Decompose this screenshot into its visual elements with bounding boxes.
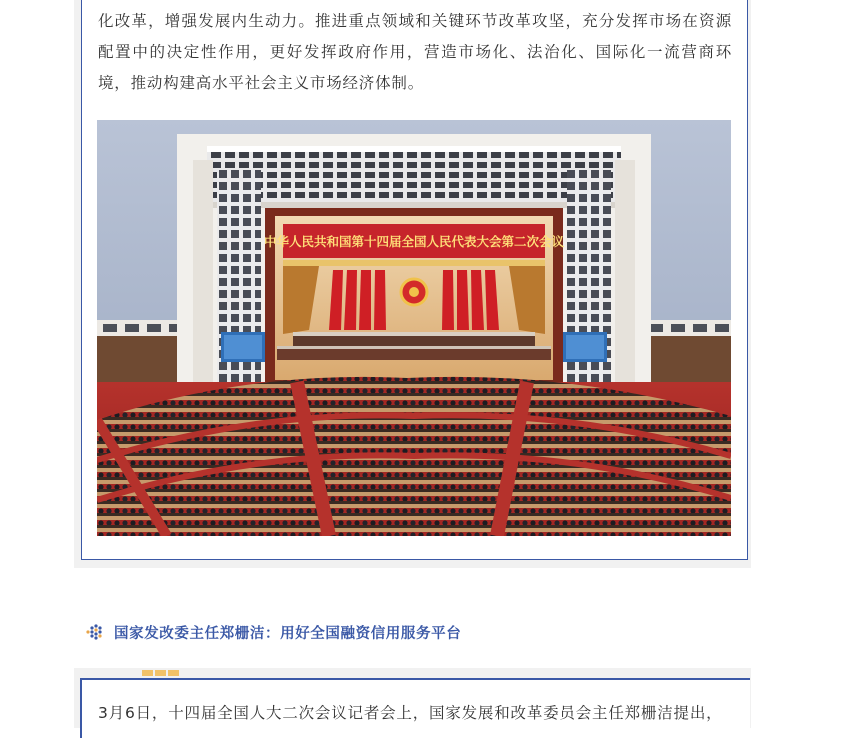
article-card: [81, 0, 748, 560]
section-heading-text: 国家发改委主任郑栅洁：用好全国融资信用服务平台: [114, 625, 462, 642]
banner-text: 中华人民共和国第十四届全国人民代表大会第二次会议: [263, 234, 565, 249]
section-heading: [84, 620, 461, 644]
article-paragraph: 化改革，增强发展内生动力。推进重点领域和关键环节改革攻坚，充分发挥市场在资源配置中的决定性作用，更好发挥政府作用，营造市场化、法治化、国际化一流营商环境，推动构建高水平社会主义市场经济体制。: [98, 12, 732, 92]
article-paragraph-2: 3月6日，十四届全国人大二次会议记者会上，国家发展和改革委员会主任郑栅洁提出，: [98, 704, 723, 722]
congress-hall-photo: [97, 120, 731, 536]
accent-bars: [142, 670, 179, 676]
dots-grid-icon: [84, 622, 104, 642]
article-card-2: [80, 678, 750, 738]
